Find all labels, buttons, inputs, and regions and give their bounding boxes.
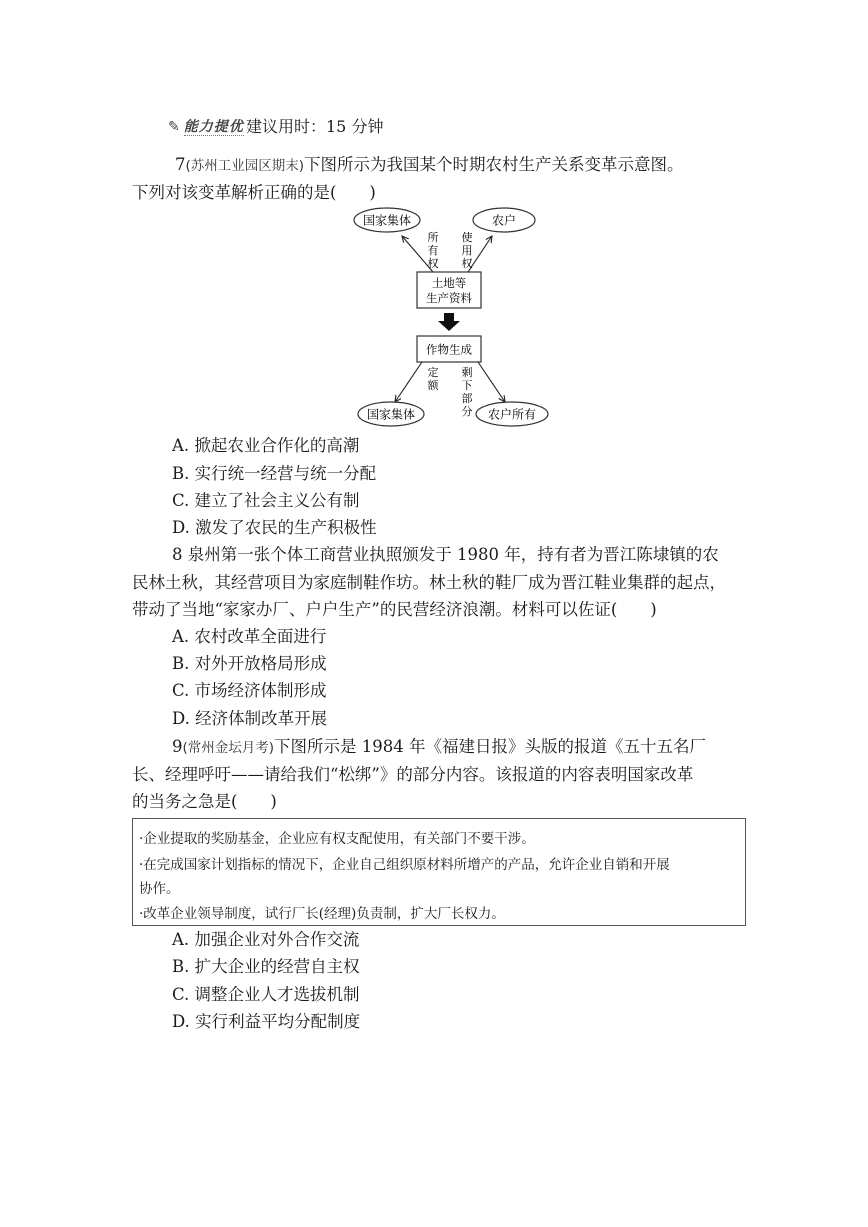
q8-line1: 8 泉州第一张个体工商营业执照颁发于 1980 年，持有者为晋江陈埭镇的农 bbox=[172, 545, 719, 564]
q7-option-b[interactable]: B. 实行统一经营与统一分配 bbox=[172, 464, 377, 483]
q7-stem-line1: 下图所示为我国某个时期农村生产关系变革示意图。 bbox=[304, 155, 684, 174]
node-state-collective-top-label: 国家集体 bbox=[362, 213, 412, 228]
bold-down-arrow bbox=[438, 313, 460, 331]
label-remaining-4: 分 bbox=[461, 405, 473, 418]
label-quota-1: 定 bbox=[427, 366, 439, 379]
production-relations-diagram bbox=[340, 200, 560, 432]
q9-line1 bbox=[172, 736, 706, 759]
label-remaining-1: 剩 bbox=[461, 366, 473, 379]
q9-option-d[interactable]: D. 实行利益平均分配制度 bbox=[172, 1012, 361, 1031]
node-means-line2: 生产资料 bbox=[426, 291, 472, 305]
label-remaining-3: 部 bbox=[461, 392, 473, 405]
q9-option-a[interactable]: A. 加强企业对外合作交流 bbox=[172, 930, 360, 949]
node-means-line1: 土地等 bbox=[431, 276, 467, 290]
label-ownership-2: 有 bbox=[427, 244, 439, 257]
q7-number: 7 bbox=[175, 155, 186, 174]
excerpt-item-2: ·在完成国家计划指标的情况下，企业自己组织原材料所增产的产品，允许企业自销和开展 bbox=[139, 857, 670, 873]
q9-number: 9 bbox=[172, 737, 183, 756]
q8-line3: 带动了当地“家家办厂、户户生产”的民营经济浪潮。材料可以佐证( ) bbox=[132, 600, 657, 619]
arrow-quota bbox=[395, 362, 422, 402]
arrow-remaining bbox=[478, 362, 505, 402]
node-farmer-owned-label: 农户所有 bbox=[487, 407, 537, 422]
q7-option-c[interactable]: C. 建立了社会主义公有制 bbox=[172, 491, 360, 510]
node-farmer-top-label: 农户 bbox=[491, 213, 517, 228]
section-tag bbox=[168, 116, 244, 136]
label-ownership-1: 所 bbox=[427, 231, 439, 244]
label-use-right-1: 使 bbox=[461, 231, 473, 244]
time-hint: 建议用时：15 分钟 bbox=[246, 117, 384, 136]
q7-option-a[interactable]: A. 掀起农业合作化的高潮 bbox=[172, 436, 360, 455]
q7-source: (苏州工业园区期末) bbox=[185, 158, 305, 174]
q9-option-c[interactable]: C. 调整企业人才选拔机制 bbox=[172, 985, 360, 1004]
label-quota-2: 额 bbox=[427, 379, 439, 392]
q7-line1 bbox=[175, 154, 684, 177]
q7-stem-line2: 下列对该变革解析正确的是( ) bbox=[132, 183, 376, 202]
excerpt-item-1: ·企业提取的奖励基金，企业应有权支配使用，有关部门不要干涉。 bbox=[139, 831, 535, 847]
q9-option-b[interactable]: B. 扩大企业的经营自主权 bbox=[172, 957, 360, 976]
q8-option-c[interactable]: C. 市场经济体制形成 bbox=[172, 681, 327, 700]
q8-option-a[interactable]: A. 农村改革全面进行 bbox=[172, 627, 327, 646]
q7-option-d[interactable]: D. 激发了农民的生产积极性 bbox=[172, 518, 377, 537]
label-remaining-2: 下 bbox=[461, 379, 473, 392]
q9-source: (常州金坛月考) bbox=[182, 740, 275, 756]
q8-option-d[interactable]: D. 经济体制改革开展 bbox=[172, 709, 328, 728]
label-ownership-3: 权 bbox=[427, 257, 439, 270]
node-state-collective-bottom-label: 国家集体 bbox=[366, 407, 416, 422]
q9-line2: 长、经理呼吁——请给我们“松绑”》的部分内容。该报道的内容表明国家改革 bbox=[132, 765, 694, 784]
q9-line1-rest: 下图所示是 1984 年《福建日报》头版的报道《五十五名厂 bbox=[274, 737, 707, 756]
label-use-right-3: 权 bbox=[461, 257, 473, 270]
q8-option-b[interactable]: B. 对外开放格局形成 bbox=[172, 654, 327, 673]
pen-icon: ✎ bbox=[168, 119, 181, 135]
excerpt-item-3: ·改革企业领导制度，试行厂长(经理)负责制，扩大厂长权力。 bbox=[139, 906, 505, 922]
node-crop-output-label: 作物生成 bbox=[426, 342, 472, 357]
q8-line2: 民林土秋，其经营项目为家庭制鞋作坊。林土秋的鞋厂成为晋江鞋业集群的起点， bbox=[132, 573, 726, 592]
excerpt-item-2-cont: 协作。 bbox=[139, 881, 180, 897]
section-tag-label: 能力提优 bbox=[183, 119, 244, 135]
label-use-right-2: 用 bbox=[461, 244, 473, 257]
q9-line3: 的当务之急是( ) bbox=[132, 792, 277, 811]
news-excerpt-box bbox=[132, 818, 746, 926]
